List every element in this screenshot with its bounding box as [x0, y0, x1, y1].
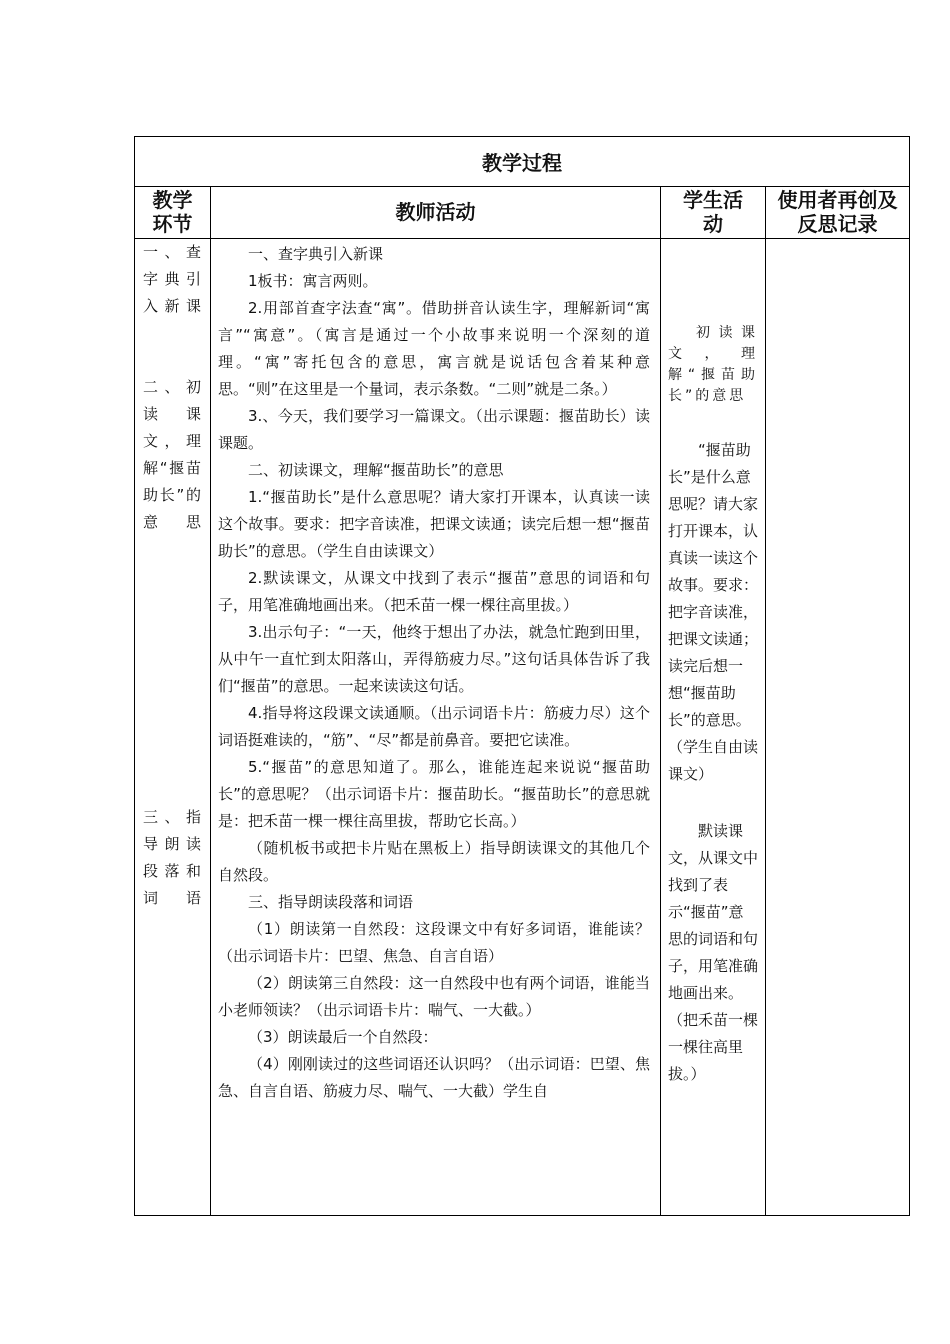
- teacher-paragraph: 3.出示句子：“一天，他终于想出了办法，就急忙跑到田里，从中午一直忙到太阳落山，弄得筋疲力尽。”这句话具体告诉了我们“揠苗”的意思。一起来读读这句话。: [218, 623, 650, 695]
- teacher-paragraph: 2.用部首查字法查“寓”。借助拼音认读生字，理解新词“寓言”“寓意”。（寓言是通过一个小故事来说明一个深刻的道理。“寓”寄托包含的意思，寓言就是说话包含着某种意思。“则”在这里是一个量词，表示条数。“二则”就是二条。）: [218, 299, 650, 398]
- teacher-paragraph: 一、查字典引入新课: [248, 245, 384, 263]
- teacher-paragraph: 2.默读课文，从课文中找到了表示“揠苗”意思的词语和句子，用笔准确地画出来。（把禾苗一棵一棵往高里拔。）: [218, 569, 650, 614]
- teacher-paragraph: 三、指导朗读段落和词语: [248, 893, 414, 911]
- column-divider-2: [660, 186, 661, 1216]
- student-activity-2: “揠苗助长”是什么意思呢？请大家打开课本，认真读一读这个故事。要求：把字音读准，把课文读通；读完后想一想“揠苗助长”的意思。（学生自由读课文）: [668, 441, 759, 783]
- teacher-paragraph: （4）刚刚读过的这些词语还认识吗？（出示词语：巴望、焦急、自言自语、筋疲力尽、喘气、一大截）学生自: [218, 1055, 650, 1100]
- teaching-process-table: [134, 136, 910, 1216]
- stage-1: 一、查字典引入新课: [143, 243, 201, 315]
- header-teacher-activity: 教师活动: [395, 200, 476, 224]
- table-border-bottom: [134, 1215, 910, 1216]
- teacher-paragraph: （随机板书或把卡片贴在黑板上）指导朗读课文的其他几个自然段。: [218, 839, 650, 884]
- teacher-paragraph: 1.“揠苗助长”是什么意思呢？请大家打开课本，认真读一读这个故事。要求：把字音读准，把课文读通；读完后想一想“揠苗助长”的意思。（学生自由读课文）: [218, 488, 650, 560]
- student-activity-3: 默读课文，从课文中找到了表示“揠苗”意思的词语和句子，用笔准确地画出来。（把禾苗一棵一棵往高里拔。）: [668, 822, 759, 1083]
- teacher-activity-column: [218, 239, 650, 1105]
- header-reflection: 使用者再创及反思记录: [777, 188, 898, 236]
- stage-3: 三、指导朗读段落和词语: [143, 808, 201, 907]
- teacher-paragraph: （3）朗读最后一个自然段：: [248, 1028, 438, 1046]
- teacher-paragraph: 1板书：寓言两则。: [248, 272, 378, 290]
- stage-column: [143, 239, 201, 912]
- header-student-activity: 学生活动: [683, 188, 743, 236]
- teacher-paragraph: 4.指导将这段课文读通顺。（出示词语卡片：筋疲力尽）这个词语挺难读的，“筋”、“尽”都是前鼻音。要把它读准。: [218, 704, 650, 749]
- student-activity-1: 初读课文，理解“揠苗助长”的意思: [668, 325, 758, 404]
- column-divider-1: [210, 186, 211, 1216]
- teacher-paragraph: 3.、今天，我们要学习一篇课文。（出示课题：揠苗助长）读课题。: [218, 407, 650, 452]
- teacher-paragraph: 5.“揠苗”的意思知道了。那么，谁能连起来说说“揠苗助长”的意思呢？（出示词语卡片：揠苗助长。“揠苗助长”的意思就是：把禾苗一棵一棵往高里拔，帮助它长高。）: [218, 758, 650, 830]
- table-border-right: [909, 136, 910, 1216]
- teacher-paragraph: 二、初读课文，理解“揠苗助长”的意思: [248, 461, 504, 479]
- student-activity-column: [668, 239, 758, 1088]
- header-stage: 教学环节: [152, 188, 193, 236]
- table-border-left: [134, 136, 135, 1216]
- teacher-paragraph: （1）朗读第一自然段：这段课文中有好多词语，谁能读？（出示词语卡片：巴望、焦急、自言自语）: [218, 920, 650, 965]
- stage-2: 二、初读课文，理解“揠苗助长”的意思: [143, 378, 201, 531]
- column-divider-3: [765, 186, 766, 1216]
- teacher-paragraph: （2）朗读第三自然段：这一自然段中也有两个词语，谁能当小老师领读？（出示词语卡片：喘气、一大截。）: [218, 974, 650, 1019]
- table-title: 教学过程: [482, 150, 562, 175]
